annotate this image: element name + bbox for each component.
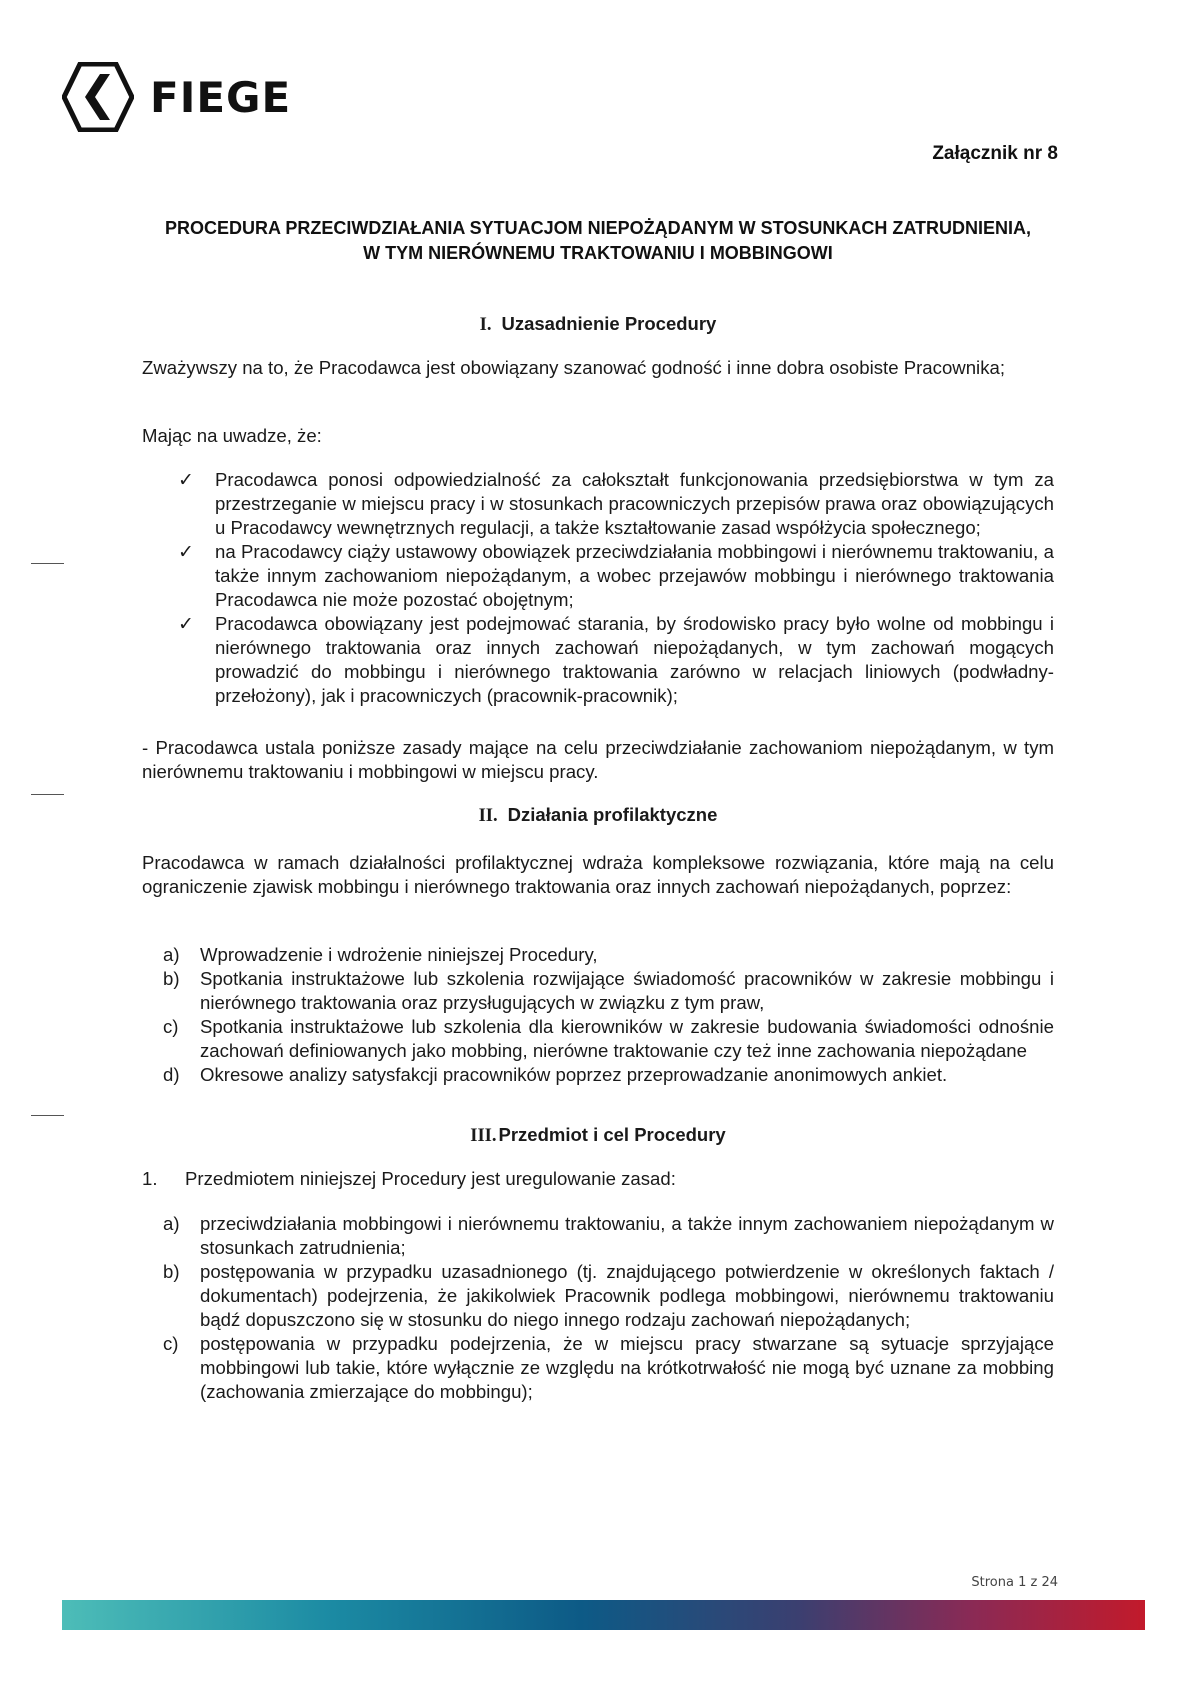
list-item xyxy=(142,1063,1054,1087)
margin-tick xyxy=(31,794,64,795)
page-number: Strona 1 z 24 xyxy=(971,1575,1058,1590)
fiege-hexagon-icon xyxy=(62,62,134,132)
list-item xyxy=(142,967,1054,1015)
section-heading-1 xyxy=(142,312,1054,337)
section1-intro: Zważywszy na to, że Pracodawca jest obowiązany szanować godność i inne dobra osobiste Pracownika; xyxy=(142,357,1005,378)
point-number: 1. xyxy=(142,1168,158,1189)
section-title: Przedmiot i cel Procedury xyxy=(498,1124,726,1145)
list-marker: a) xyxy=(163,944,180,965)
section2-list xyxy=(142,943,1054,1087)
list-marker: c) xyxy=(163,1333,179,1354)
section-number: II. xyxy=(478,806,498,826)
list-item xyxy=(142,1212,1054,1260)
list-item xyxy=(142,943,1054,967)
list-item-text: postępowania w przypadku podejrzenia, że w miejscu pracy stwarzane są sytuacje sprzyjające mobbingowi lub takie, które wyłącznie ze względu na krótkotrwałość nie mogą być uznane za mobbing (zachowania zmierzające do mobbingu); xyxy=(200,1333,1054,1402)
attachment-number: Załącznik nr 8 xyxy=(932,143,1058,164)
list-item xyxy=(142,468,1054,540)
section-heading-3 xyxy=(142,1123,1054,1148)
list-item-text: Spotkania instruktażowe lub szkolenia dla kierowników w zakresie budowania świadomości odnośnie zachowań definiowanych jako mobbing, nierówne traktowanie czy też inne zachowania niepożądane xyxy=(200,1016,1054,1061)
document-title xyxy=(142,216,1054,266)
margin-tick xyxy=(31,1115,64,1116)
section-number: I. xyxy=(479,315,492,335)
point-text: Przedmiotem niniejszej Procedury jest uregulowanie zasad: xyxy=(185,1168,676,1189)
list-item xyxy=(142,612,1054,708)
list-item-text: Pracodawca ponosi odpowiedzialność za całokształt funkcjonowania przedsiębiorstwa w tym za przestrzeganie w miejscu pracy i w stosunkach pracowniczych przepisów prawa oraz obowiązujących u Pracodawcy wewnętrznych regulacji, a także kształtowanie zasad współżycia społecznego; xyxy=(215,469,1054,538)
section1-checklist xyxy=(142,468,1054,708)
list-marker: a) xyxy=(163,1213,180,1234)
section-title: Działania profilaktyczne xyxy=(507,804,718,825)
section-title: Uzasadnienie Procedury xyxy=(501,313,717,334)
list-item-text: Pracodawca obowiązany jest podejmować starania, by środowisko pracy było wolne od mobbingu i nierównego traktowania oraz innych zachowań niepożądanych, w tym zachowań mogących prowadzić do mobbingu i nierównego traktowania zarówno w relacjach liniowych (podwładny-przełożony), jak i pracowniczych (pracownik-pracownik); xyxy=(215,613,1054,706)
section-heading-2 xyxy=(142,803,1054,828)
section1-considering: Mając na uwadze, że: xyxy=(142,425,322,446)
list-item-text: na Pracodawcy ciąży ustawowy obowiązek przeciwdziałania mobbingowi i nierównemu traktowaniu, a także innym zachowaniom niepożądanym, a wobec przejawów mobbingu i nierównego traktowania Pracodawca nie może pozostać obojętnym; xyxy=(215,541,1054,610)
logo-text: FIEGE xyxy=(150,72,292,122)
list-marker: c) xyxy=(163,1016,179,1037)
title-line-1: PROCEDURA PRZECIWDZIAŁANIA SYTUACJOM NIEPOŻĄDANYM W STOSUNKACH ZATRUDNIENIA, xyxy=(165,218,1031,238)
checkmark-icon: ✓ xyxy=(178,541,194,563)
section3-list xyxy=(142,1212,1054,1404)
list-item-text: postępowania w przypadku uzasadnionego (tj. znajdującego potwierdzenie w określonych faktach / dokumentach) podejrzenia, że jakikolwiek Pracownik podlega mobbingowi, nierównemu traktowaniu bądź dopuszczono się w stosunku do niego innego rodzaju zachowań niepożądanych; xyxy=(200,1261,1054,1330)
list-item-text: Spotkania instruktażowe lub szkolenia rozwijające świadomość pracowników w zakresie mobbingu i nierównego traktowania oraz przysługujących w związku z tym praw, xyxy=(200,968,1054,1013)
list-item xyxy=(142,1260,1054,1332)
list-item xyxy=(142,1332,1054,1404)
list-item xyxy=(142,1015,1054,1063)
list-marker: b) xyxy=(163,1261,180,1282)
section1-conclusion: - Pracodawca ustala poniższe zasady mające na celu przeciwdziałanie zachowaniom niepożądanym, w tym nierównemu traktowaniu i mobbingowi w miejscu pracy. xyxy=(142,737,1054,782)
margin-tick xyxy=(31,563,64,564)
list-item-text: Okresowe analizy satysfakcji pracowników poprzez przeprowadzanie anonimowych ankiet. xyxy=(200,1064,948,1085)
section2-intro: Pracodawca w ramach działalności profilaktycznej wdraża kompleksowe rozwiązania, które mają na celu ograniczenie zjawisk mobbingu i nierównego traktowania oraz innych zachowań niepożądanych, poprzez: xyxy=(142,852,1054,897)
footer-gradient-bar xyxy=(62,1600,1145,1630)
list-marker: b) xyxy=(163,968,180,989)
list-item-text: Wprowadzenie i wdrożenie niniejszej Procedury, xyxy=(200,944,598,965)
section-number: III. xyxy=(470,1126,497,1146)
list-marker: d) xyxy=(163,1064,180,1085)
checkmark-icon: ✓ xyxy=(178,613,194,635)
list-item xyxy=(142,540,1054,612)
checkmark-icon: ✓ xyxy=(178,469,194,491)
list-item-text: przeciwdziałania mobbingowi i nierównemu traktowaniu, a także innym zachowaniem niepożądanym w stosunkach zatrudnienia; xyxy=(200,1213,1054,1258)
company-logo xyxy=(62,60,291,134)
title-line-2: W TYM NIERÓWNEMU TRAKTOWANIU I MOBBINGOWI xyxy=(363,243,833,263)
